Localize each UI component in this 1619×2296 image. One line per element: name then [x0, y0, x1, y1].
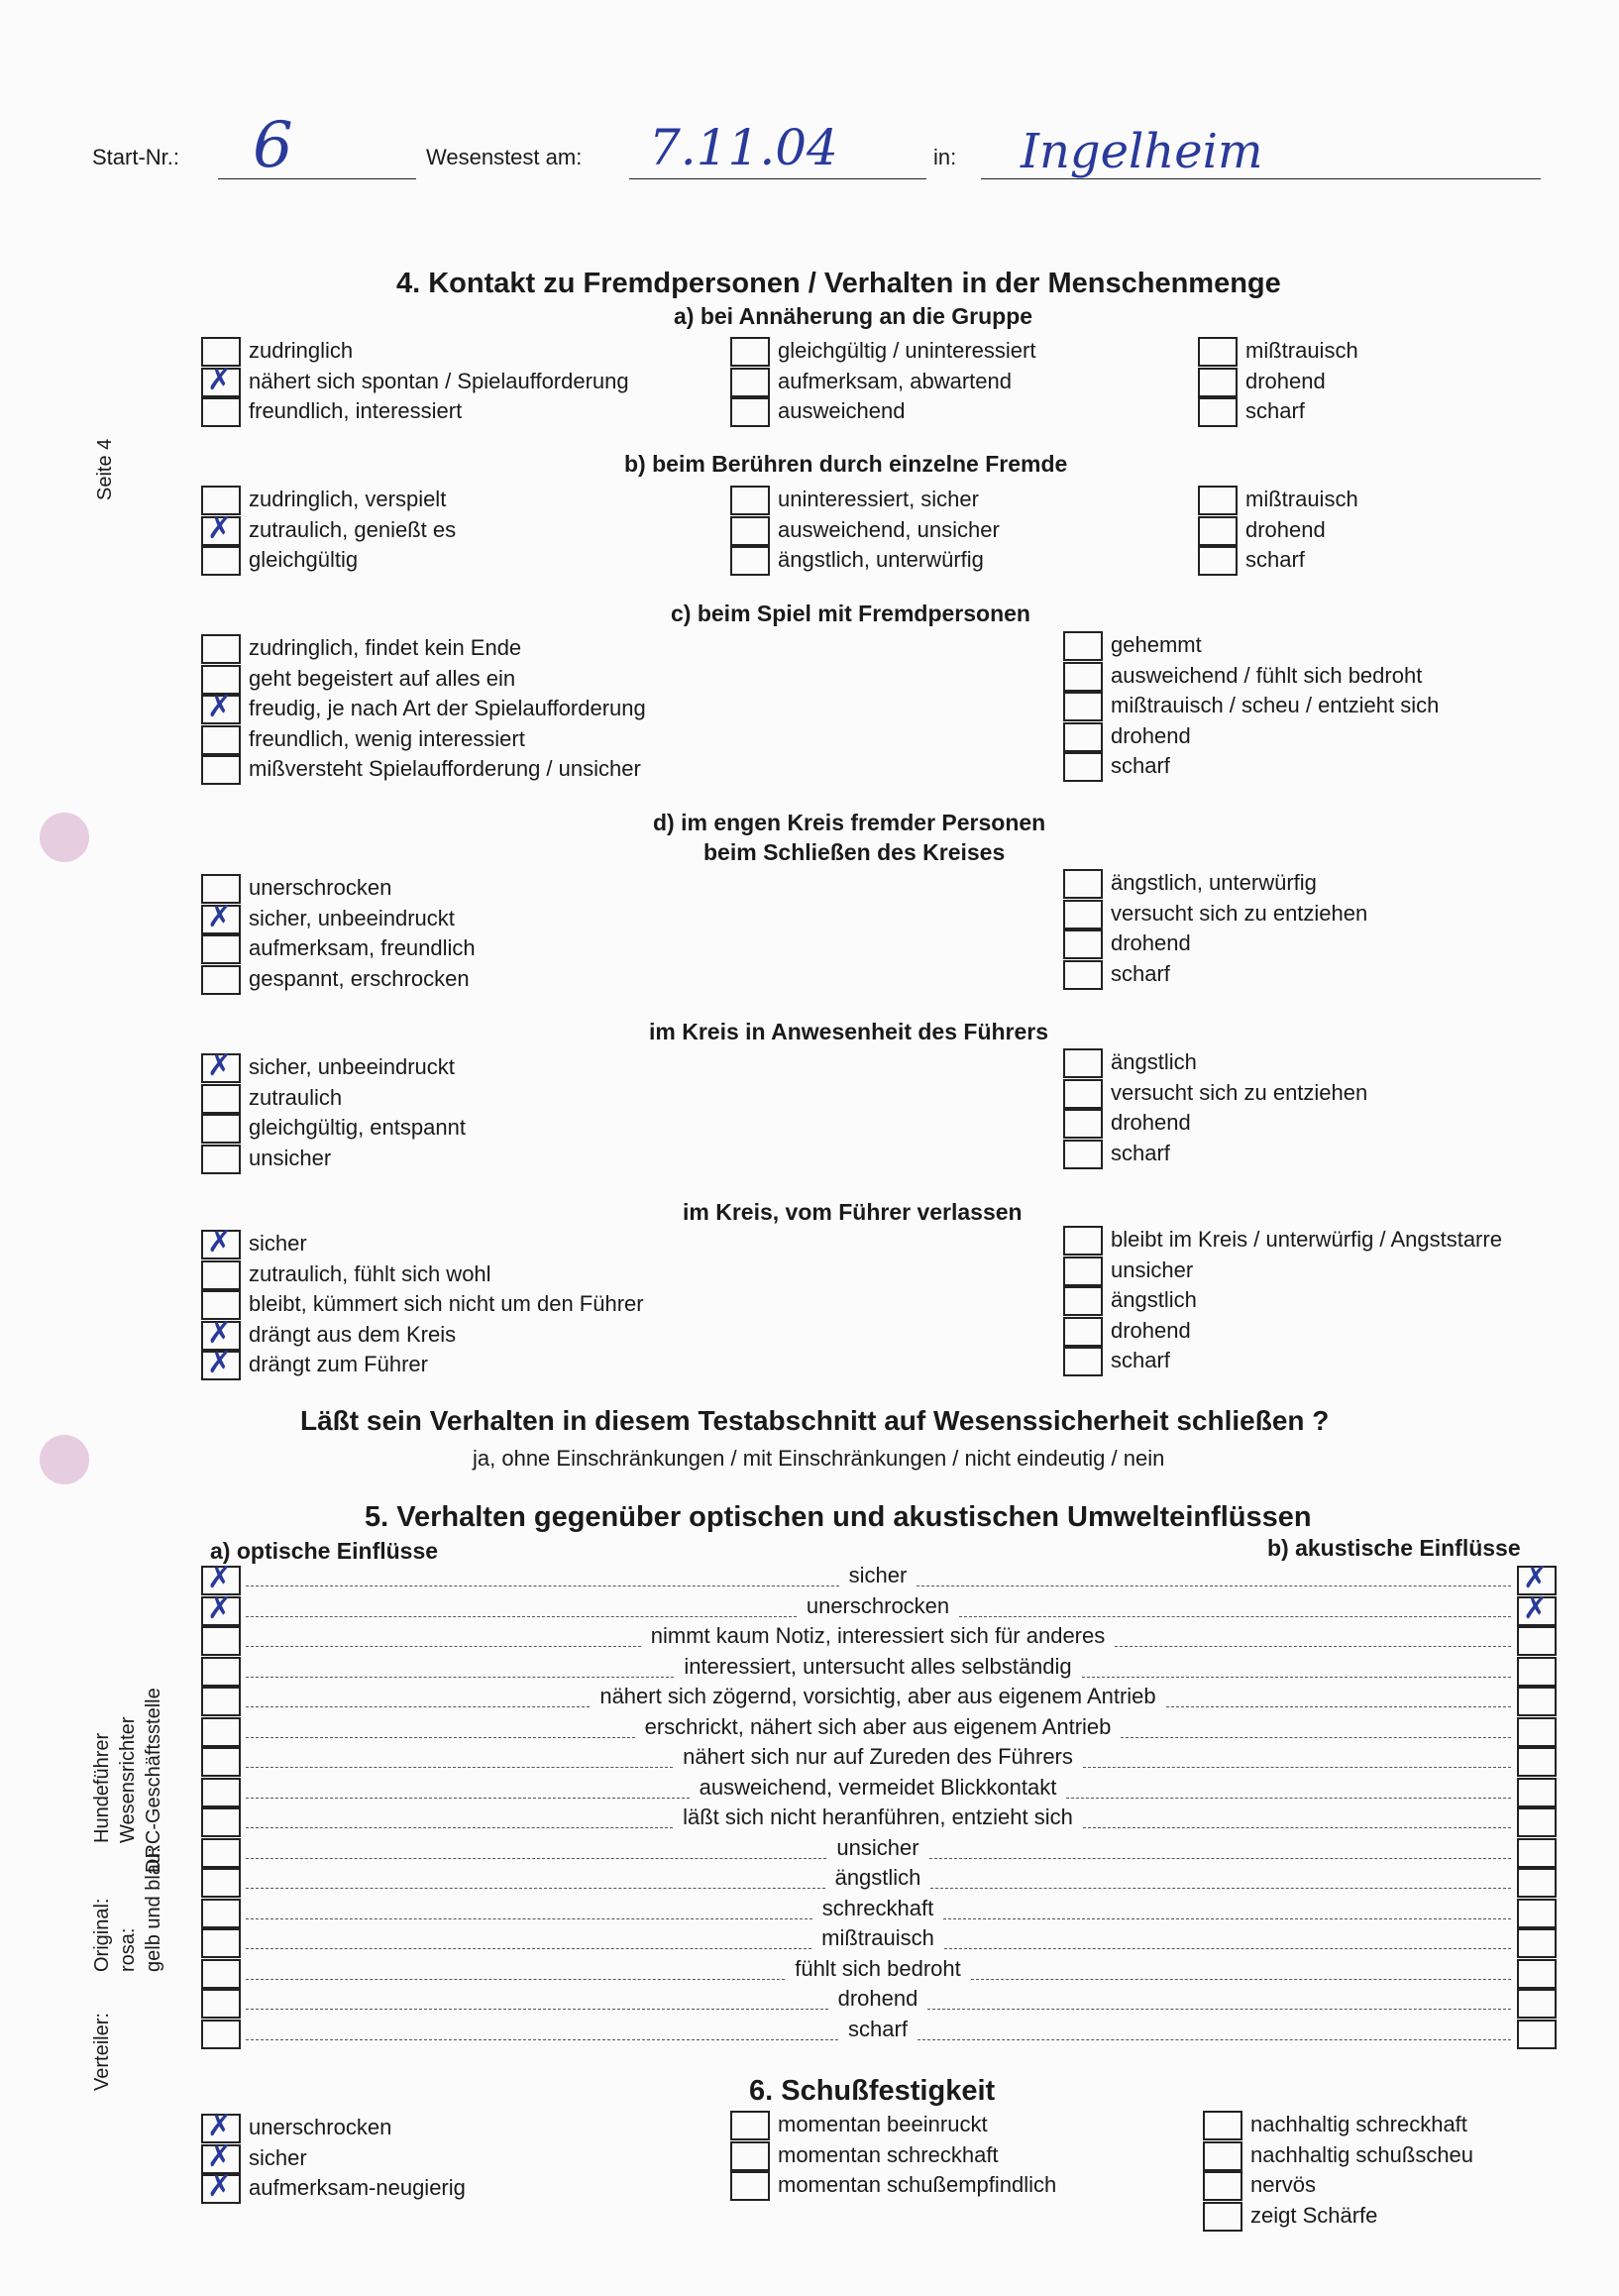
section5-row-label: schreckhaft: [821, 1895, 934, 1920]
optical-checkbox[interactable]: [201, 1959, 241, 1989]
checkbox[interactable]: [730, 397, 770, 427]
option-label: geht begeistert auf alles ein: [249, 665, 516, 691]
section5-row-label: unerschrocken: [806, 1592, 950, 1618]
handwritten-check-mark: ✗: [207, 2138, 233, 2174]
leader-line: [246, 1888, 825, 1889]
option-label: drohend: [1111, 1110, 1191, 1135]
section5-row-label: erschrickt, nähert sich aber aus eigenem Antrieb: [644, 1713, 1112, 1739]
checkbox[interactable]: [1063, 1257, 1103, 1286]
leader-line: [1083, 1827, 1511, 1828]
handwritten-check-mark: ✗: [207, 1225, 233, 1259]
optical-checkbox[interactable]: [201, 1989, 241, 2019]
handwritten-check-mark: ✗: [207, 362, 233, 397]
section5-left-title: a) optische Einflüsse: [210, 1538, 439, 1564]
option-label: scharf: [1111, 1348, 1170, 1372]
handwritten-check-mark: ✗: [207, 1561, 233, 1595]
checkbox[interactable]: [201, 397, 241, 427]
recipient-drc: DRC-Geschäftsstelle: [143, 1688, 164, 1873]
test-date-label: Wesenstest am:: [426, 145, 583, 169]
checkbox[interactable]: [730, 337, 770, 367]
checkbox[interactable]: [1063, 1079, 1103, 1109]
acoustic-checkbox[interactable]: [1517, 1626, 1557, 1656]
option-label: zudringlich: [249, 338, 354, 363]
option-label: nervös: [1250, 2172, 1317, 2197]
leader-line: [246, 1616, 797, 1617]
option-label: scharf: [1111, 753, 1170, 778]
recipient-hundefuehrer: Hundeführer: [91, 1732, 113, 1843]
checkbox[interactable]: [1063, 1347, 1103, 1376]
leader-line: [246, 1677, 674, 1678]
option-label: ängstlich, unterwürfig: [778, 547, 984, 572]
distribution-gelbblau: gelb und blau:: [143, 1847, 164, 1972]
checkbox[interactable]: [1203, 2171, 1242, 2201]
handwritten-check-mark: ✗: [207, 1315, 233, 1351]
leader-line: [246, 1767, 673, 1768]
option-label: zutraulich, genießt es: [249, 516, 457, 542]
checkbox[interactable]: [201, 1145, 241, 1174]
option-label: unerschrocken: [249, 875, 392, 900]
option-label: freundlich, wenig interessiert: [249, 725, 525, 751]
acoustic-checkbox[interactable]: [1517, 1928, 1557, 1958]
option-label: mißtrauisch / scheu / entzieht sich: [1111, 693, 1440, 717]
start-number-value[interactable]: 6: [253, 109, 293, 182]
option-label: momentan beeinruckt: [778, 2112, 988, 2136]
checkbox[interactable]: [730, 2171, 770, 2201]
leader-line: [246, 2039, 838, 2040]
checkbox[interactable]: [201, 1260, 241, 1290]
section4e-title: im Kreis in Anwesenheit des Führers: [649, 1019, 1049, 1044]
option-label: mißtrauisch: [1245, 487, 1358, 511]
checkbox[interactable]: [1063, 752, 1103, 782]
option-label: drohend: [1111, 930, 1191, 955]
optical-checkbox[interactable]: [201, 1657, 241, 1687]
option-label: gehemmt: [1111, 632, 1202, 657]
checkbox[interactable]: [730, 368, 770, 397]
option-label: gleichgültig: [249, 547, 359, 572]
handwritten-check-mark: ✗: [207, 1048, 233, 1083]
checkbox[interactable]: [1203, 2202, 1242, 2232]
optical-checkbox[interactable]: [201, 1868, 241, 1898]
leader-line: [971, 1979, 1511, 1980]
option-label: unsicher: [249, 1145, 332, 1170]
handwritten-check-mark: ✗: [1523, 1590, 1549, 1626]
leader-line: [246, 1858, 826, 1859]
optical-checkbox[interactable]: [201, 1626, 241, 1656]
checkbox[interactable]: [201, 725, 241, 755]
leader-line: [1166, 1706, 1511, 1707]
leader-line: [246, 1948, 811, 1949]
leader-line: [1115, 1646, 1511, 1647]
checkbox[interactable]: [1198, 397, 1238, 427]
distribution-rosa: rosa:: [117, 1927, 139, 1972]
leader-line: [246, 1706, 590, 1707]
section4a-title: a) bei Annäherung an die Gruppe: [674, 303, 1033, 329]
leader-line: [1121, 1737, 1511, 1738]
option-label: mißtrauisch: [1245, 338, 1358, 363]
checkbox[interactable]: [201, 965, 241, 995]
handwritten-check-mark: ✗: [207, 1590, 233, 1626]
option-label: scharf: [1111, 1140, 1170, 1165]
distribution-original: Original:: [91, 1898, 113, 1972]
section4b-title: b) beim Berühren durch einzelne Fremde: [624, 451, 1068, 477]
leader-line: [246, 1646, 641, 1647]
option-label: aufmerksam-neugierig: [249, 2175, 466, 2200]
checkbox[interactable]: [1063, 960, 1103, 990]
option-label: sicher: [249, 1231, 307, 1256]
option-label: drohend: [1245, 516, 1326, 542]
handwritten-check-mark: ✗: [207, 510, 233, 546]
checkbox[interactable]: [730, 546, 770, 576]
checkbox[interactable]: [1063, 869, 1103, 899]
start-number-line: [218, 178, 416, 179]
leader-line: [917, 2039, 1511, 2040]
option-label: nachhaltig schußscheu: [1250, 2141, 1474, 2167]
checkbox[interactable]: [1203, 2141, 1242, 2171]
checkbox[interactable]: [201, 755, 241, 785]
checkbox[interactable]: [1198, 486, 1238, 515]
place-value[interactable]: Ingelheim: [1021, 124, 1263, 179]
section4c-title: c) beim Spiel mit Fremdpersonen: [671, 601, 1030, 626]
handwritten-check-mark: ✗: [207, 2169, 233, 2204]
checkbox[interactable]: [1063, 900, 1103, 929]
leader-line: [1083, 1767, 1511, 1768]
recipient-wesensrichter: Wesensrichter: [117, 1716, 139, 1843]
option-label: freundlich, interessiert: [249, 398, 463, 423]
punch-hole-top: [40, 813, 89, 862]
checkbox[interactable]: [1198, 516, 1238, 546]
checkbox[interactable]: [1063, 1226, 1103, 1256]
acoustic-checkbox[interactable]: [1517, 1899, 1557, 1928]
option-label: zeigt Schärfe: [1250, 2202, 1378, 2228]
option-label: freudig, je nach Art der Spielaufforderung: [249, 696, 646, 720]
leader-line: [927, 2009, 1511, 2010]
leader-line: [929, 1858, 1511, 1859]
acoustic-checkbox[interactable]: [1517, 1807, 1557, 1837]
section5-row-label: nähert sich nur auf Zureden des Führers: [683, 1744, 1073, 1769]
option-label: ängstlich, unterwürfig: [1111, 870, 1317, 895]
acoustic-checkbox[interactable]: [1517, 1747, 1557, 1777]
option-label: sicher: [249, 2144, 307, 2170]
option-label: drohend: [1245, 368, 1326, 393]
optical-checkbox[interactable]: [201, 1838, 241, 1868]
section4f-title: im Kreis, vom Führer verlassen: [683, 1199, 1023, 1225]
checkbox[interactable]: [1198, 337, 1238, 367]
handwritten-check-mark: ✗: [207, 690, 233, 724]
wesenssicherheit-answers: ja, ohne Einschränkungen / mit Einschränkungen / nicht eindeutig / nein: [473, 1446, 1165, 1471]
checkbox[interactable]: [1063, 1109, 1103, 1139]
option-label: scharf: [1245, 547, 1305, 572]
checkbox[interactable]: [1063, 929, 1103, 959]
section5-row-label: läßt sich nicht heranführen, entzieht sich: [683, 1804, 1073, 1829]
option-label: versucht sich zu entziehen: [1111, 900, 1368, 926]
section5-row-label: unsicher: [836, 1834, 919, 1860]
checkbox[interactable]: [1063, 662, 1103, 692]
start-number-label: Start-Nr.:: [92, 145, 180, 169]
distribution-label: Verteiler:: [91, 2013, 113, 2091]
option-label: ausweichend / fühlt sich bedroht: [1111, 662, 1423, 688]
option-label: sicher, unbeeindruckt: [249, 905, 455, 930]
section5-row-label: ängstlich: [834, 1865, 921, 1890]
handwritten-check-mark: ✗: [1523, 1561, 1549, 1595]
acoustic-checkbox[interactable]: [1517, 1657, 1557, 1687]
section5-row-label: interessiert, untersucht alles selbständig: [684, 1653, 1072, 1679]
option-label: drängt zum Führer: [249, 1352, 428, 1376]
leader-line: [246, 1798, 690, 1799]
option-label: momentan schußempfindlich: [778, 2172, 1057, 2197]
checkbox[interactable]: [201, 546, 241, 576]
checkbox[interactable]: [1063, 631, 1103, 661]
checkbox[interactable]: [201, 1114, 241, 1144]
leader-line: [246, 1979, 785, 1980]
optical-checkbox[interactable]: [201, 1778, 241, 1807]
option-label: bleibt, kümmert sich nicht um den Führer: [249, 1291, 644, 1316]
optical-checkbox[interactable]: [201, 2020, 241, 2049]
option-label: ängstlich: [1111, 1287, 1197, 1312]
option-label: gleichgültig, entspannt: [249, 1115, 466, 1140]
option-label: zutraulich, fühlt sich wohl: [249, 1260, 491, 1286]
checkbox[interactable]: [201, 634, 241, 664]
acoustic-checkbox[interactable]: [1517, 2020, 1557, 2049]
checkbox[interactable]: [1063, 722, 1103, 752]
option-label: aufmerksam, abwartend: [778, 368, 1012, 393]
option-label: scharf: [1245, 398, 1305, 423]
wesenssicherheit-question: Läßt sein Verhalten in diesem Testabschnitt auf Wesenssicherheit schließen ?: [300, 1405, 1330, 1436]
section6-title: 6. Schußfestigkeit: [749, 2075, 996, 2107]
checkbox[interactable]: [730, 2111, 770, 2140]
option-label: scharf: [1111, 960, 1170, 986]
section5-row-label: fühlt sich bedroht: [795, 1955, 961, 1981]
option-label: bleibt im Kreis / unterwürfig / Angststarre: [1111, 1227, 1502, 1252]
option-label: ausweichend, unsicher: [778, 516, 1000, 542]
option-label: nachhaltig schreckhaft: [1250, 2112, 1467, 2136]
option-label: unerschrocken: [249, 2115, 392, 2139]
option-label: ängstlich: [1111, 1049, 1197, 1074]
option-label: gleichgültig / uninteressiert: [778, 338, 1036, 363]
optical-checkbox[interactable]: [201, 1687, 241, 1716]
leader-line: [1082, 1677, 1511, 1678]
checkbox[interactable]: [1203, 2111, 1242, 2140]
optical-checkbox[interactable]: [201, 1928, 241, 1958]
place-label: in:: [933, 145, 957, 169]
section5-row-label: ausweichend, vermeidet Blickkontakt: [699, 1774, 1057, 1800]
checkbox[interactable]: [730, 486, 770, 515]
option-label: nähert sich spontan / Spielaufforderung: [249, 368, 629, 393]
leader-line: [943, 1918, 1511, 1919]
acoustic-checkbox[interactable]: [1517, 1838, 1557, 1868]
option-label: zudringlich, verspielt: [249, 487, 447, 511]
section4-title: 4. Kontakt zu Fremdpersonen / Verhalten in der Menschenmenge: [396, 268, 1281, 299]
option-label: ausweichend: [778, 398, 906, 423]
option-label: uninteressiert, sicher: [778, 487, 979, 511]
section4d-title2: beim Schließen des Kreises: [703, 839, 1006, 865]
section5-row-label: nimmt kaum Notiz, interessiert sich für anderes: [650, 1623, 1106, 1648]
checkbox[interactable]: [1063, 1048, 1103, 1078]
page-number: Seite 4: [94, 438, 116, 500]
option-label: aufmerksam, freundlich: [249, 935, 476, 960]
acoustic-checkbox[interactable]: [1517, 1778, 1557, 1807]
handwritten-check-mark: ✗: [207, 2109, 233, 2143]
leader-line: [959, 1616, 1511, 1617]
leader-line: [246, 1585, 839, 1586]
checkbox[interactable]: [1063, 1286, 1103, 1316]
checkbox[interactable]: [201, 934, 241, 964]
option-label: unsicher: [1111, 1257, 1194, 1282]
handwritten-check-mark: ✗: [207, 1346, 233, 1380]
acoustic-checkbox[interactable]: [1517, 1687, 1557, 1716]
leader-line: [246, 1827, 673, 1828]
section5-right-title: b) akustische Einflüsse: [1267, 1535, 1521, 1561]
leader-line: [1066, 1798, 1511, 1799]
checkbox[interactable]: [1063, 692, 1103, 721]
leader-line: [944, 1948, 1511, 1949]
optical-checkbox[interactable]: [201, 1747, 241, 1777]
option-label: versucht sich zu entziehen: [1111, 1079, 1368, 1105]
acoustic-checkbox[interactable]: [1517, 1989, 1557, 2019]
option-label: zudringlich, findet kein Ende: [249, 635, 522, 660]
section5-row-label: scharf: [848, 2016, 908, 2041]
section5-row-label: nähert sich zögernd, vorsichtig, aber aus eigenem Antrieb: [599, 1684, 1156, 1708]
option-label: drohend: [1111, 1317, 1191, 1343]
acoustic-checkbox[interactable]: [1517, 1717, 1557, 1747]
leader-line: [930, 1888, 1511, 1889]
option-label: mißversteht Spielaufforderung / unsicher: [249, 756, 641, 781]
leader-line: [246, 1918, 812, 1919]
checkbox[interactable]: [1198, 546, 1238, 576]
leader-line: [246, 1737, 635, 1738]
option-label: zutraulich: [249, 1084, 343, 1110]
option-label: gespannt, erschrocken: [249, 965, 470, 991]
optical-checkbox[interactable]: [201, 1899, 241, 1928]
checkbox[interactable]: [201, 1084, 241, 1114]
optical-checkbox[interactable]: [201, 1717, 241, 1747]
checkbox[interactable]: [1063, 1140, 1103, 1169]
punch-hole-bottom: [40, 1435, 89, 1484]
optical-checkbox[interactable]: [201, 1807, 241, 1837]
option-label: drängt aus dem Kreis: [249, 1321, 457, 1347]
checkbox[interactable]: [1063, 1317, 1103, 1347]
checkbox[interactable]: [730, 516, 770, 546]
acoustic-checkbox[interactable]: [1517, 1868, 1557, 1898]
leader-line: [917, 1585, 1511, 1586]
section5-title: 5. Verhalten gegenüber optischen und akustischen Umwelteinflüssen: [365, 1501, 1312, 1533]
test-date-value[interactable]: 7.11.04: [649, 119, 838, 176]
section5-row-label: mißtrauisch: [821, 1925, 934, 1950]
option-label: sicher, unbeeindruckt: [249, 1054, 455, 1079]
acoustic-checkbox[interactable]: [1517, 1959, 1557, 1989]
section5-row-label: sicher: [848, 1563, 908, 1587]
option-label: drohend: [1111, 722, 1191, 748]
section4d-title1: d) im engen Kreis fremder Personen: [653, 810, 1046, 835]
handwritten-check-mark: ✗: [207, 899, 233, 934]
leader-line: [246, 2009, 828, 2010]
checkbox[interactable]: [730, 2141, 770, 2171]
option-label: momentan schreckhaft: [778, 2141, 999, 2167]
checkbox[interactable]: [1198, 368, 1238, 397]
section5-row-label: drohend: [837, 1986, 918, 2011]
test-date-line: [629, 178, 926, 179]
